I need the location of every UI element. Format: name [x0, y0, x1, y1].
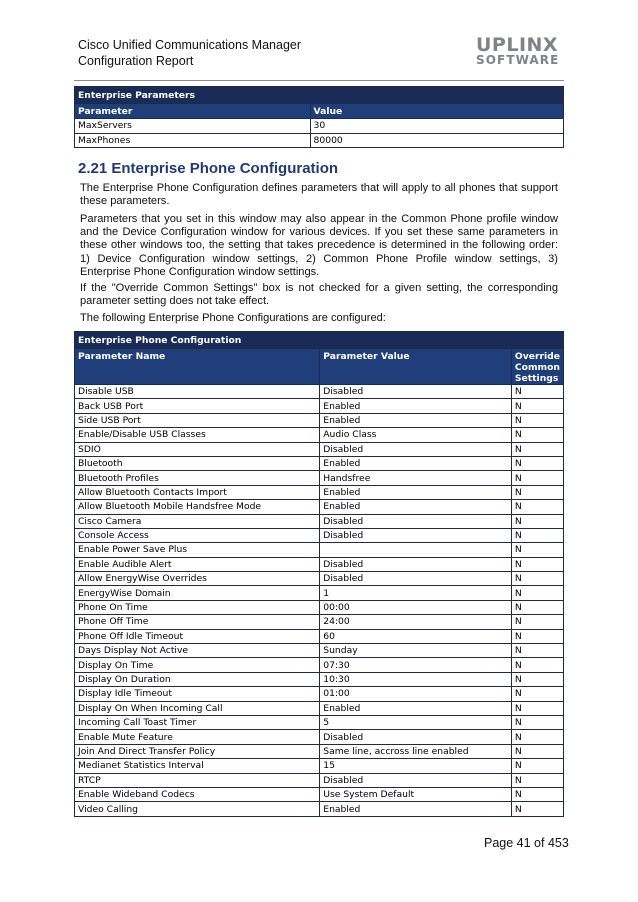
table-cell: N	[511, 615, 563, 629]
table-row	[75, 629, 564, 643]
table-cell: Sunday	[320, 644, 512, 658]
table-cell: 10:30	[320, 672, 512, 686]
header-title-line1: Cisco Unified Communications Manager	[78, 38, 302, 52]
table-cell: MaxServers	[75, 119, 311, 134]
table-row	[75, 514, 564, 528]
table-row	[75, 385, 564, 399]
table-cell: Enabled	[320, 500, 512, 514]
table-row	[75, 658, 564, 672]
table-cell: N	[511, 485, 563, 499]
column-header-parameter-name: Parameter Name	[75, 349, 320, 385]
table-cell: N	[511, 385, 563, 399]
table-cell: Disabled	[320, 514, 512, 528]
table-cell: 80000	[310, 133, 563, 148]
table-row	[75, 586, 564, 600]
table-row	[75, 572, 564, 586]
table-cell: Same line, accross line enabled	[320, 744, 512, 758]
table-row	[75, 500, 564, 514]
table-cell: N	[511, 715, 563, 729]
table-cell: Days Display Not Active	[75, 644, 320, 658]
table-cell: Phone Off Idle Timeout	[75, 629, 320, 643]
paragraph: If the "Override Common Settings" box is not checked for a given setting, the corresponding parameter setting does not take effect.	[80, 282, 558, 308]
table-cell: N	[511, 644, 563, 658]
table-cell: N	[511, 629, 563, 643]
table-cell: N	[511, 759, 563, 773]
table-row	[75, 744, 564, 758]
table-row	[75, 773, 564, 787]
table-cell: Bluetooth Profiles	[75, 471, 320, 485]
table-cell: 15	[320, 759, 512, 773]
table-cell	[320, 543, 512, 557]
table-cell: Disable USB	[75, 385, 320, 399]
table-row	[75, 687, 564, 701]
table-cell: Allow EnergyWise Overrides	[75, 572, 320, 586]
table-cell: N	[511, 730, 563, 744]
enterprise-phone-configuration-table	[74, 331, 564, 817]
table-cell: 24:00	[320, 615, 512, 629]
header-divider	[74, 80, 564, 81]
table-cell: N	[511, 773, 563, 787]
table-cell: N	[511, 514, 563, 528]
table-cell: N	[511, 672, 563, 686]
table-row	[75, 471, 564, 485]
table-caption: Enterprise Parameters	[75, 87, 564, 104]
table-cell: N	[511, 471, 563, 485]
section-title: 2.21 Enterprise Phone Configuration	[78, 160, 339, 177]
table-cell: Enabled	[320, 413, 512, 427]
table-cell: Display Idle Timeout	[75, 687, 320, 701]
table-cell: Display On Duration	[75, 672, 320, 686]
table-cell: Bluetooth	[75, 456, 320, 470]
table-cell: N	[511, 557, 563, 571]
table-cell: Incoming Call Toast Timer	[75, 715, 320, 729]
column-header-override: Override Common Settings	[511, 349, 563, 385]
table-row	[75, 787, 564, 801]
table-cell: Use System Default	[320, 787, 512, 801]
table-cell: 5	[320, 715, 512, 729]
table-cell: 30	[310, 119, 563, 134]
table-row	[75, 442, 564, 456]
table-cell: N	[511, 701, 563, 715]
table-row	[75, 802, 564, 816]
table-cell: Disabled	[320, 442, 512, 456]
table-cell: Disabled	[320, 385, 512, 399]
table-cell: N	[511, 528, 563, 542]
table-cell: Console Access	[75, 528, 320, 542]
paragraph: The following Enterprise Phone Configurations are configured:	[80, 312, 386, 324]
table-cell: Enable Wideband Codecs	[75, 787, 320, 801]
table-cell: N	[511, 600, 563, 614]
page-number: Page 41 of 453	[484, 836, 569, 850]
table-cell: Cisco Camera	[75, 514, 320, 528]
table-cell: N	[511, 787, 563, 801]
table-cell: N	[511, 744, 563, 758]
table-cell: Allow Bluetooth Contacts Import	[75, 485, 320, 499]
table-cell: N	[511, 658, 563, 672]
table-row	[75, 600, 564, 614]
table-cell: Enabled	[320, 701, 512, 715]
table-cell: Disabled	[320, 773, 512, 787]
table-row	[75, 759, 564, 773]
table-cell: 07:30	[320, 658, 512, 672]
table-cell: N	[511, 500, 563, 514]
table-cell: N	[511, 543, 563, 557]
table-row	[75, 715, 564, 729]
table-cell: N	[511, 802, 563, 816]
paragraph: Parameters that you set in this window may also appear in the Common Phone profile window and the Device Configuration window for various devices. If you set these same parameters in these other windows too, the setting that takes precedence is determined in the following order: 1) Device Configuration window settings, 2) Common Phone Profile window settings, 3) Enterprise Phone Configuration window settings.	[80, 213, 558, 278]
table-cell: Disabled	[320, 528, 512, 542]
table-cell: Audio Class	[320, 428, 512, 442]
table-cell: N	[511, 413, 563, 427]
table-cell: Phone Off Time	[75, 615, 320, 629]
table-row	[75, 701, 564, 715]
paragraph: The Enterprise Phone Configuration defines parameters that will apply to all phones that support these parameters.	[80, 182, 558, 208]
table-row	[75, 428, 564, 442]
table-cell: 60	[320, 629, 512, 643]
table-cell: N	[511, 428, 563, 442]
table-row	[75, 543, 564, 557]
table-cell: Enabled	[320, 456, 512, 470]
table-cell: N	[511, 687, 563, 701]
table-cell: Disabled	[320, 730, 512, 744]
report-header	[78, 37, 301, 69]
table-cell: Enabled	[320, 802, 512, 816]
table-cell: N	[511, 456, 563, 470]
table-row	[75, 485, 564, 499]
table-cell: 1	[320, 586, 512, 600]
table-cell: Enable Audible Alert	[75, 557, 320, 571]
table-body	[75, 385, 564, 817]
table-cell: Join And Direct Transfer Policy	[75, 744, 320, 758]
column-header-value: Value	[310, 104, 563, 119]
table-row	[75, 413, 564, 427]
table-cell: SDIO	[75, 442, 320, 456]
enterprise-parameters-table	[74, 86, 564, 148]
table-row	[75, 730, 564, 744]
table-body	[75, 119, 564, 148]
column-header-parameter: Parameter	[75, 104, 311, 119]
table-cell: Enable Mute Feature	[75, 730, 320, 744]
table-cell: Display On When Incoming Call	[75, 701, 320, 715]
table-cell: N	[511, 586, 563, 600]
table-row	[75, 557, 564, 571]
table-cell: Phone On Time	[75, 600, 320, 614]
table-cell: Side USB Port	[75, 413, 320, 427]
logo-top-text: UPLINX	[476, 34, 559, 56]
table-cell: MaxPhones	[75, 133, 311, 148]
table-cell: Medianet Statistics Interval	[75, 759, 320, 773]
table-cell: Enable Power Save Plus	[75, 543, 320, 557]
table-row	[75, 528, 564, 542]
table-cell: Handsfree	[320, 471, 512, 485]
table-cell: N	[511, 572, 563, 586]
table-row	[75, 119, 564, 134]
table-cell: Video Calling	[75, 802, 320, 816]
table-row	[75, 399, 564, 413]
table-cell: Back USB Port	[75, 399, 320, 413]
table-cell: Allow Bluetooth Mobile Handsfree Mode	[75, 500, 320, 514]
table-cell: Display On Time	[75, 658, 320, 672]
table-row	[75, 644, 564, 658]
table-cell: N	[511, 399, 563, 413]
table-cell: Disabled	[320, 572, 512, 586]
table-caption: Enterprise Phone Configuration	[75, 332, 564, 349]
uplinx-logo	[476, 34, 562, 67]
header-title-line2: Configuration Report	[78, 54, 194, 68]
table-row	[75, 133, 564, 148]
table-row	[75, 456, 564, 470]
table-cell: 00:00	[320, 600, 512, 614]
table-cell: RTCP	[75, 773, 320, 787]
table-cell: 01:00	[320, 687, 512, 701]
table-cell: Enabled	[320, 399, 512, 413]
table-row	[75, 615, 564, 629]
table-cell: EnergyWise Domain	[75, 586, 320, 600]
logo-bottom-text: SOFTWARE	[476, 53, 560, 67]
table-row	[75, 672, 564, 686]
column-header-parameter-value: Parameter Value	[320, 349, 512, 385]
table-cell: Enable/Disable USB Classes	[75, 428, 320, 442]
table-cell: Disabled	[320, 557, 512, 571]
table-cell: N	[511, 442, 563, 456]
table-cell: Enabled	[320, 485, 512, 499]
